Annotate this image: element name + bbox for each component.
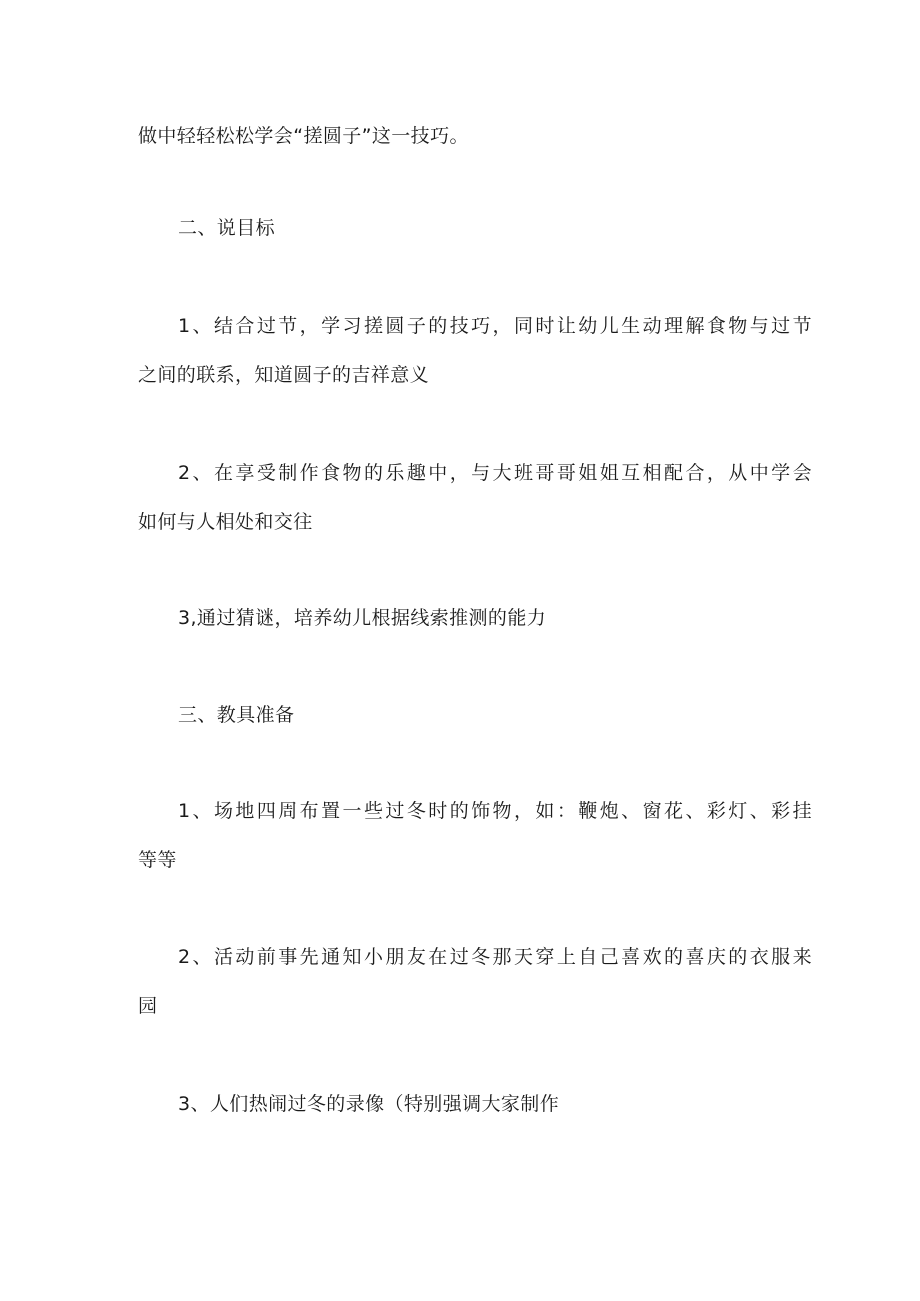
material-2-line-1: 2、活动前事先通知小朋友在过冬那天穿上自己喜欢的喜庆的衣服来 bbox=[178, 946, 812, 968]
goal-1-line-1: 1、结合过节，学习搓圆子的技巧，同时让幼儿生动理解食物与过节 bbox=[178, 315, 812, 337]
material-1-line-2: 等等 bbox=[138, 849, 177, 871]
paragraph-line-continuation: 做中轻轻松松学会“搓圆子”这一技巧。 bbox=[138, 125, 469, 147]
goal-2-line-2: 如何与人相处和交往 bbox=[138, 511, 313, 533]
material-1-line-1: 1、场地四周布置一些过冬时的饰物，如：鞭炮、窗花、彩灯、彩挂 bbox=[178, 800, 812, 822]
goal-3: 3,通过猜谜，培养幼儿根据线索推测的能力 bbox=[178, 607, 547, 629]
section-heading-goals: 二、说目标 bbox=[178, 217, 276, 239]
material-3: 3、人们热闹过冬的录像（特别强调大家制作 bbox=[178, 1093, 560, 1115]
material-2-line-2: 园 bbox=[138, 995, 158, 1017]
section-heading-materials: 三、教具准备 bbox=[178, 704, 295, 726]
goal-1-line-2: 之间的联系，知道圆子的吉祥意义 bbox=[138, 364, 430, 386]
goal-2-line-1: 2、在享受制作食物的乐趣中，与大班哥哥姐姐互相配合，从中学会 bbox=[178, 462, 812, 484]
